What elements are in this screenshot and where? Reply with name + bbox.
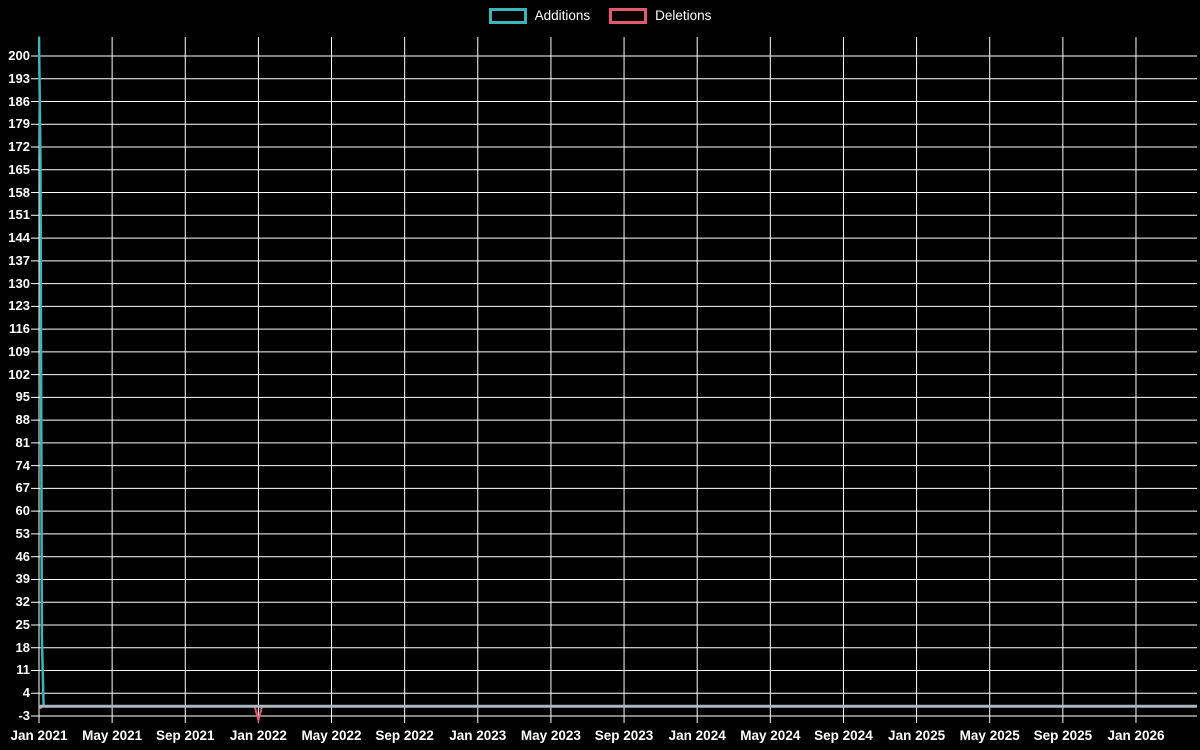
legend-label-additions: Additions bbox=[534, 8, 591, 23]
y-tick-label: 158 bbox=[8, 184, 30, 200]
legend-entry-additions[interactable] bbox=[489, 8, 591, 24]
legend-entry-deletions[interactable] bbox=[609, 8, 711, 24]
y-tick-label: 53 bbox=[15, 525, 30, 541]
y-tick-label: 81 bbox=[15, 434, 30, 450]
y-tick-label: 172 bbox=[8, 139, 30, 155]
y-tick-label: 151 bbox=[8, 207, 30, 223]
x-tick-label: Sep 2025 bbox=[1033, 728, 1093, 743]
y-tick-label: 193 bbox=[8, 70, 30, 86]
y-tick-label: 46 bbox=[15, 548, 30, 564]
x-tick-label: Jan 2022 bbox=[229, 728, 287, 743]
x-tick-label: Sep 2021 bbox=[155, 728, 215, 743]
y-tick-label: 95 bbox=[15, 389, 30, 405]
x-tick-label: Sep 2024 bbox=[814, 728, 873, 743]
y-tick-label: 11 bbox=[16, 662, 30, 678]
y-tick-label: 179 bbox=[8, 116, 30, 132]
y-tick-label: 25 bbox=[15, 616, 30, 632]
y-tick-label: 67 bbox=[15, 480, 30, 496]
x-tick-label: Jan 2023 bbox=[449, 728, 507, 743]
x-tick-label: Sep 2023 bbox=[594, 728, 654, 743]
chart-legend bbox=[0, 8, 1200, 24]
x-tick-label: May 2022 bbox=[301, 728, 362, 743]
y-tick-label: 60 bbox=[15, 503, 30, 519]
y-tick-label: 18 bbox=[15, 639, 30, 655]
deletions-swatch-icon bbox=[609, 8, 647, 24]
x-tick-label: Jan 2025 bbox=[888, 728, 946, 743]
x-tick-label: May 2025 bbox=[959, 728, 1020, 743]
y-tick-label: 32 bbox=[15, 594, 30, 610]
y-tick-label: 165 bbox=[8, 161, 30, 177]
y-tick-label: 74 bbox=[15, 457, 30, 473]
y-tick-label: -3 bbox=[18, 708, 30, 723]
y-tick-label: 102 bbox=[8, 366, 30, 382]
x-tick-label: May 2021 bbox=[82, 728, 143, 743]
x-tick-label: May 2024 bbox=[740, 728, 801, 743]
y-tick-label: 137 bbox=[8, 252, 30, 268]
y-tick-label: 39 bbox=[15, 571, 30, 587]
x-tick-label: Jan 2024 bbox=[668, 728, 726, 743]
x-tick-label: Jan 2026 bbox=[1107, 728, 1165, 743]
deletions-line bbox=[40, 706, 1196, 720]
additions-line bbox=[39, 37, 1196, 707]
y-tick-label: 123 bbox=[8, 298, 30, 314]
y-tick-label: 144 bbox=[8, 230, 30, 246]
additions-swatch-icon bbox=[489, 8, 527, 24]
y-tick-label: 200 bbox=[8, 48, 30, 63]
x-tick-label: Sep 2022 bbox=[375, 728, 434, 743]
x-tick-label: May 2023 bbox=[520, 728, 581, 743]
y-tick-label: 109 bbox=[8, 343, 30, 359]
legend-label-deletions: Deletions bbox=[655, 8, 712, 23]
y-tick-label: 186 bbox=[8, 93, 30, 109]
y-tick-label: 88 bbox=[15, 412, 30, 428]
y-tick-label: 4 bbox=[22, 685, 30, 701]
y-tick-label: 130 bbox=[8, 275, 30, 291]
y-tick-label: 116 bbox=[9, 321, 30, 337]
x-tick-label: Jan 2021 bbox=[10, 728, 68, 743]
